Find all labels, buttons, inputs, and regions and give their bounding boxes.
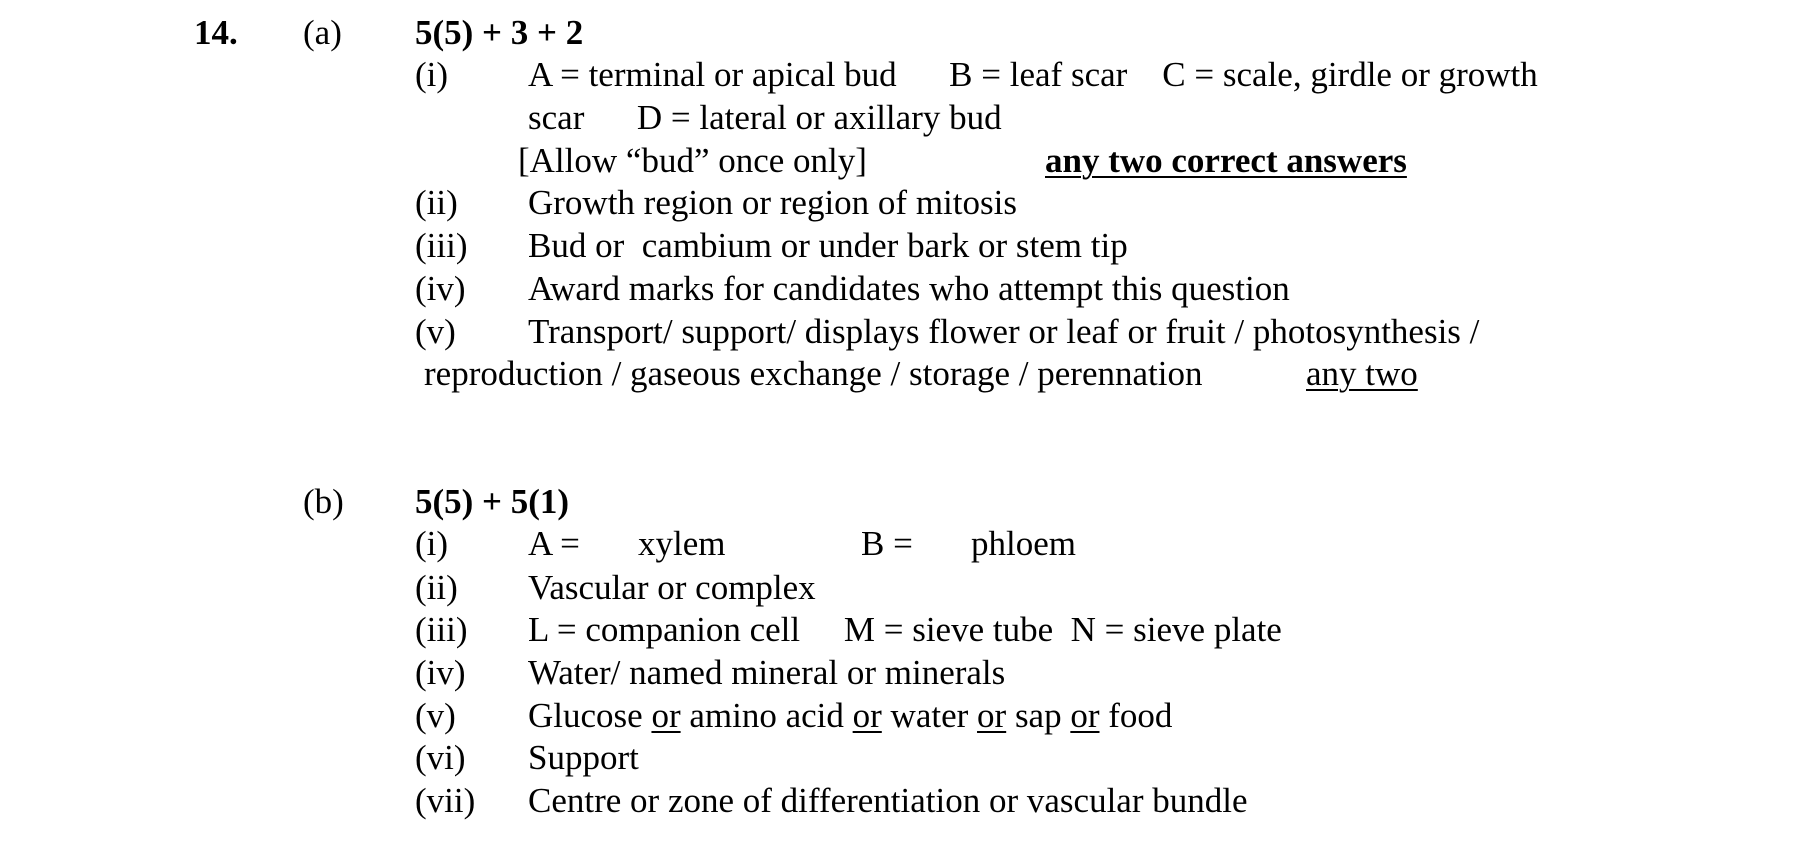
- b-vi-label: (vi): [415, 738, 466, 777]
- a-v-continuation: reproduction / gaseous exchange / storage / perennation: [424, 354, 1203, 393]
- b-v-seg: food: [1099, 696, 1173, 735]
- a-iv-label: (iv): [415, 269, 466, 308]
- part-b-marks: 5(5) + 5(1): [415, 482, 570, 521]
- question-number: 14.: [194, 13, 238, 52]
- b-vi-text: Support: [528, 738, 639, 777]
- a-iii-text: Bud or cambium or under bark or stem tip: [528, 226, 1128, 265]
- a-i-line-1: A = terminal or apical bud B = leaf scar C = scale, girdle or growth: [528, 55, 1538, 94]
- b-v-seg: Glucose: [528, 696, 652, 735]
- b-ii-text: Vascular or complex: [528, 568, 816, 607]
- a-v-text: Transport/ support/ displays flower or leaf or fruit / photosynthesis /: [528, 312, 1480, 351]
- a-iv-text: Award marks for candidates who attempt this question: [528, 269, 1290, 308]
- b-v-seg: water: [881, 696, 978, 735]
- b-iv-text: Water/ named mineral or minerals: [528, 653, 1006, 692]
- a-i-note: [Allow “bud” once only]: [518, 141, 867, 180]
- b-iii-label: (iii): [415, 610, 468, 649]
- b-v-text: [528, 696, 1172, 736]
- b-iv-label: (iv): [415, 653, 466, 692]
- a-v-label: (v): [415, 312, 456, 351]
- b-v-or: or: [977, 696, 1007, 735]
- part-a-label: (a): [303, 13, 342, 52]
- part-a-marks: 5(5) + 3 + 2: [415, 13, 584, 52]
- b-v-or: or: [852, 696, 882, 735]
- b-vii-text: Centre or zone of differentiation or vascular bundle: [528, 781, 1248, 820]
- b-v-seg: amino acid: [680, 696, 853, 735]
- a-i-label: (i): [415, 55, 449, 94]
- a-ii-text: Growth region or region of mitosis: [528, 183, 1017, 222]
- a-iii-label: (iii): [415, 226, 468, 265]
- a-ii-label: (ii): [415, 183, 458, 222]
- b-i-b-value: phloem: [971, 524, 1076, 563]
- b-vii-label: (vii): [415, 781, 476, 820]
- b-v-or: or: [651, 696, 681, 735]
- b-v-label: (v): [415, 696, 456, 735]
- a-v-emphasis: any two: [1306, 354, 1418, 393]
- b-i-a-value: xylem: [638, 524, 726, 563]
- b-i-label: (i): [415, 524, 449, 563]
- b-i-a-label: A =: [528, 524, 580, 563]
- b-v-seg: sap: [1006, 696, 1071, 735]
- b-iii-text: L = companion cell M = sieve tube N = sieve plate: [528, 610, 1282, 649]
- a-i-line-2: scar D = lateral or axillary bud: [528, 98, 1002, 137]
- a-i-note-emphasis: any two correct answers: [1045, 141, 1407, 180]
- b-ii-label: (ii): [415, 568, 458, 607]
- part-b-label: (b): [303, 482, 344, 521]
- b-i-b-label: B =: [861, 524, 913, 563]
- b-v-or: or: [1070, 696, 1100, 735]
